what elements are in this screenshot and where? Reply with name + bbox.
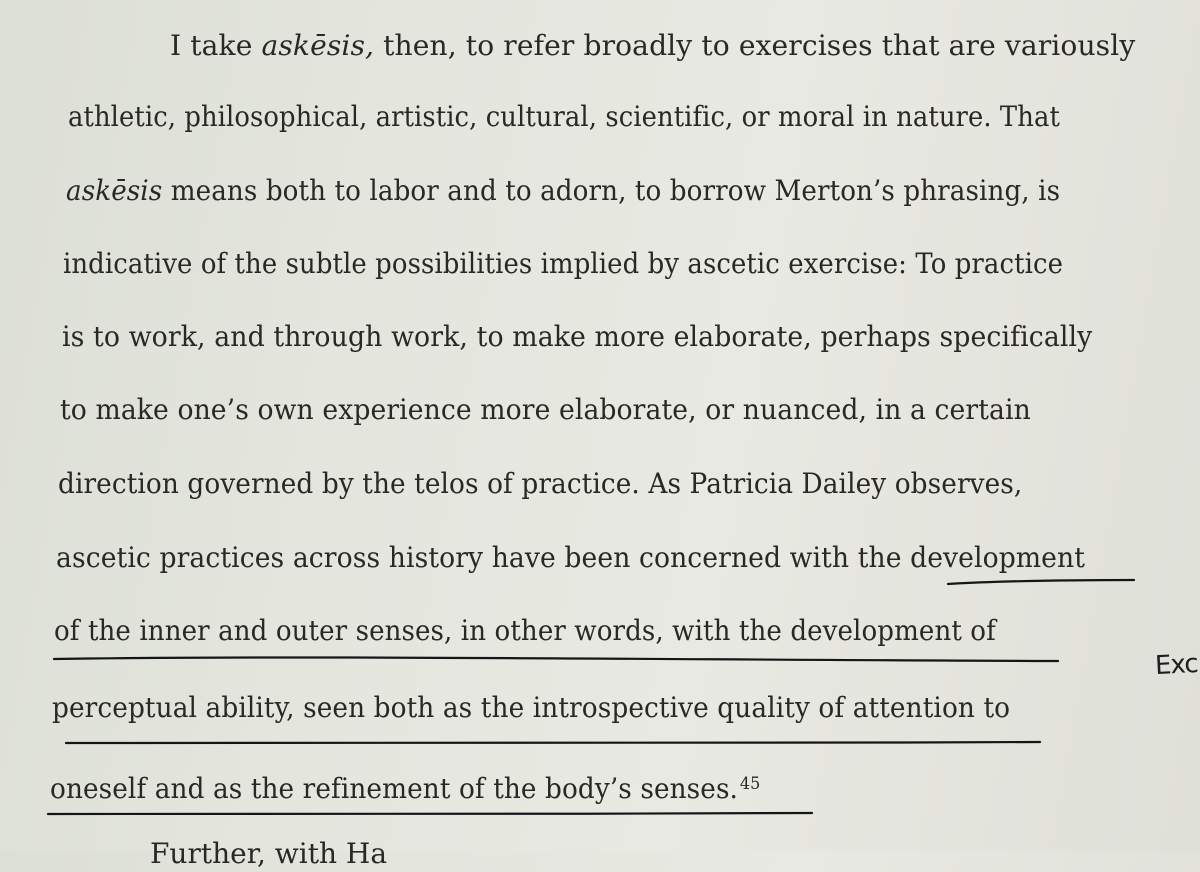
next-paragraph-fragment: Further, with Ha xyxy=(150,837,388,870)
italic-term: askēsis xyxy=(66,174,163,207)
text-line-8-text: ascetic practices across history have been concerned with the development xyxy=(56,541,1086,574)
text-line-6-text: to make one’s own experience more elaborate, or nuanced, in a certain xyxy=(60,393,1031,426)
underline-2 xyxy=(54,657,1058,661)
underline-4 xyxy=(48,813,812,814)
underline-3 xyxy=(66,742,1040,743)
handwritten-margin-note: Exc xyxy=(1154,648,1199,682)
text-line-2 xyxy=(68,99,1060,135)
text-line-1-end: then, to refer broadly to exercises that are variously xyxy=(374,29,1136,62)
text-line-8 xyxy=(56,540,1085,576)
text-line-11-text: oneself and as the refinement of the body’s senses. xyxy=(50,772,739,805)
text-line-10 xyxy=(52,690,1010,726)
text-line-3-text: means both to labor and to adorn, to borrow Merton’s phrasing, is xyxy=(162,174,1061,207)
text-line-10-text: perceptual ability, seen both as the introspective quality of attention to xyxy=(52,691,1011,724)
text-line-11 xyxy=(50,766,760,807)
footnote-reference: 45 xyxy=(739,774,761,794)
text-line-7-text: direction governed by the telos of practice. As Patricia Dailey observes, xyxy=(58,467,1023,500)
text-line-6 xyxy=(60,392,1031,428)
text-line-9-text: of the inner and outer senses, in other words, with the development of xyxy=(54,614,996,647)
text-line-9 xyxy=(54,613,996,649)
text-line-1-start: I take xyxy=(170,29,262,62)
text-line-2-text: athletic, philosophical, artistic, cultural, scientific, or moral in nature. That xyxy=(68,100,1060,133)
italic-term: askēsis, xyxy=(261,29,375,62)
text-line-5 xyxy=(62,319,1092,355)
text-line-1 xyxy=(170,28,1135,64)
text-line-7 xyxy=(58,466,1022,502)
text-line-3 xyxy=(66,173,1060,209)
underline-1 xyxy=(948,580,1134,584)
text-line-4-text: indicative of the subtle possibilities implied by ascetic exercise: To practice xyxy=(63,247,1064,280)
text-line-4 xyxy=(63,246,1063,282)
text-line-5-text: is to work, and through work, to make more elaborate, perhaps specifically xyxy=(62,320,1093,353)
